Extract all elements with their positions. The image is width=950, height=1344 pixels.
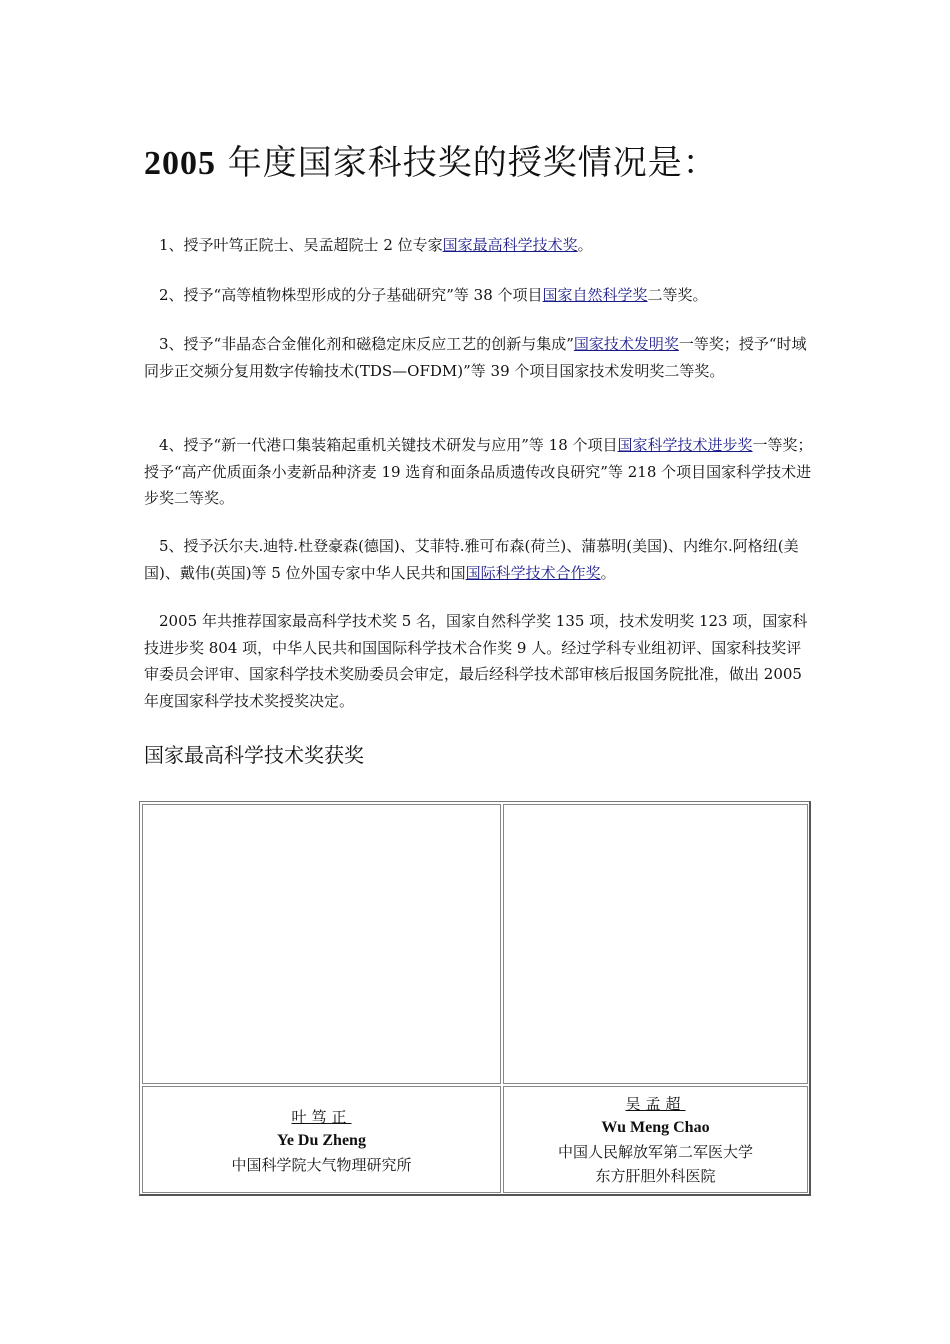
link-invention-award[interactable]: 国家技术发明奖 [573,335,679,353]
laureate-photo-placeholder [503,804,808,1084]
laureate-name-en: Wu Meng Chao [601,1119,710,1136]
paragraph-text: 。 [577,236,593,254]
link-highest-award[interactable]: 国家最高科学技术奖 [442,236,578,254]
laureate-name-cn: 吴孟超 [625,1095,686,1113]
laureate-photo-placeholder [142,804,501,1084]
paragraph-award-4 [144,432,814,512]
laureates-table [139,801,811,1196]
laureate-info-cell [503,1086,808,1193]
paragraph-text: 。 [600,563,616,582]
paragraph-award-1 [144,232,814,259]
paragraph-award-2 [144,282,814,309]
title-year: 2005 [144,145,216,182]
paragraph-text: 二等奖。 [647,286,708,304]
link-progress-award[interactable]: 国家科学技术进步奖 [617,436,753,454]
link-international-cooperation-award[interactable]: 国际科学技术合作奖 [465,563,601,582]
paragraph-award-5 [144,533,814,586]
laureate-name-cn: 叶笃正 [291,1108,352,1126]
paragraph-text: 一等奖；授予“时域同步正交频分复用数字传输技术(TDS—OFDM)”等 39 个项目国家技术发明奖二等奖。 [144,335,807,380]
paragraph-text: 2、授予“高等植物株型形成的分子基础研究”等 38 个项目 [159,286,543,304]
laureate-affiliation: 中国科学院大气物理研究所 [231,1156,412,1174]
paragraph-text: 1、授予叶笃正院士、吴孟超院士 2 位专家 [159,236,443,254]
link-natural-science-award[interactable]: 国家自然科学奖 [542,286,648,304]
laureate-info-cell [142,1086,501,1193]
paragraph-text: 2005 年共推荐国家最高科学技术奖 5 名，国家自然科学奖 135 项，技术发明奖 123 项，国家科技进步奖 804 项，中华人民共和国国际科学技术合作奖 9 人。经过学科专业组初评、国家科技奖评审委员会评审、国家科学技术奖励委员会审定，最后经科学技术部审核后报国务院批准，做出 2005 年度国家科学技术奖授奖决定。 [144,612,808,710]
paragraph-text: 4、授予“新一代港口集装箱起重机关键技术研发与应用”等 18 个项目 [159,436,618,454]
laureate-affiliation: 中国人民解放军第二军医大学 [557,1143,753,1161]
section-heading: 国家最高科学技术奖获奖 [144,743,364,767]
laureate-affiliation-2: 东方肝胆外科医院 [595,1167,716,1185]
laureate-name-en: Ye Du Zheng [277,1132,366,1149]
page-title [144,135,718,184]
title-text: 年度国家科技奖的授奖情况是： [216,143,718,183]
paragraph-text: 5、授予沃尔夫.迪特.杜登豪森(德国)、艾菲特.雅可布森(荷兰)、蒲慕明(美国)、内维尔.阿格纽(美国)、戴伟(英国)等 5 位外国专家中华人民共和国 [144,537,799,582]
paragraph-summary [144,608,814,714]
paragraph-text: 一等奖；授予“高产优质面条小麦新品种济麦 19 选育和面条品质遗传改良研究”等 218 个项目国家科学技术进步奖二等奖。 [144,436,813,507]
paragraph-text: 3、授予“非晶态合金催化剂和磁稳定床反应工艺的创新与集成” [159,335,574,353]
paragraph-award-3 [144,331,814,384]
